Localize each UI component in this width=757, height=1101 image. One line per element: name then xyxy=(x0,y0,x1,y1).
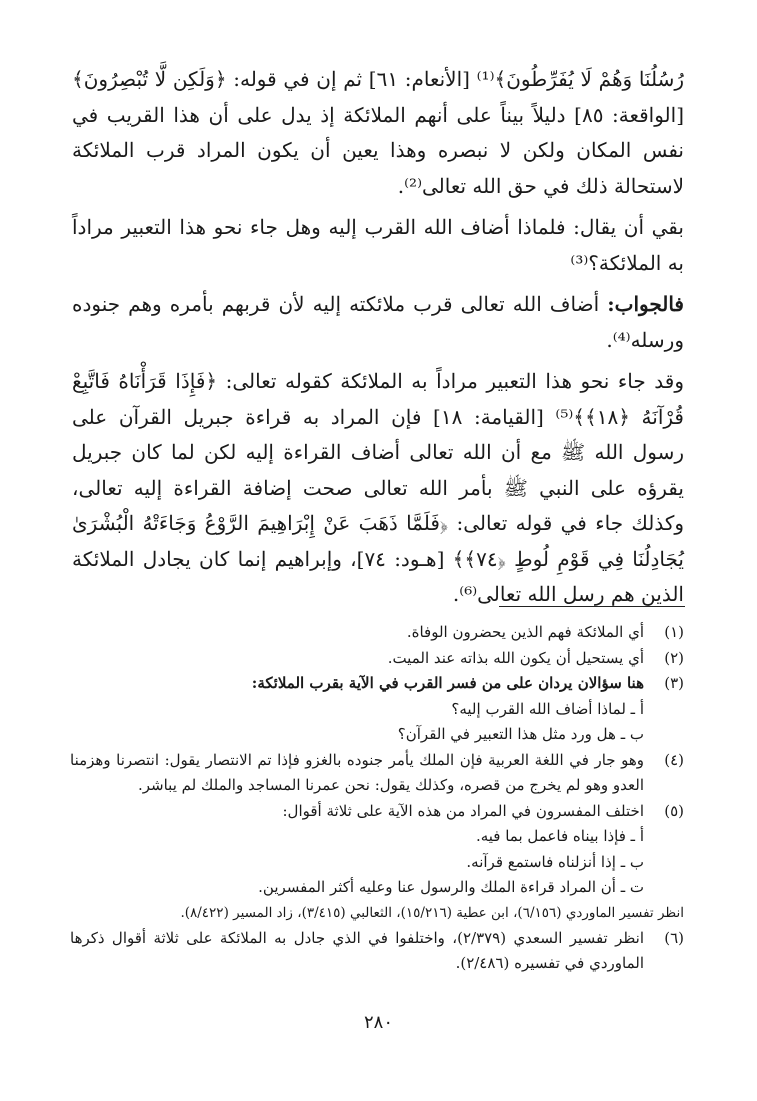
footnote xyxy=(70,646,684,672)
paragraph-1: رُسُلُنَا وَهُمْ لَا يُفَرِّطُونَ﴾⁽¹⁾ [الأنعام: ٦١] ثم إن في قوله: ﴿وَلَكِن لَّا تُبْصِرُونَ﴾ [الواقعة: ٨٥] دليلاً بيناً على أنهم الملائكة إذ يدل على أن هذا القريب في نفس المكان ولكن لا نبصره وهذا يعين أن يكون المراد قرب الملائكة لاستحالة ذلك في حق الله تعالى⁽²⁾. xyxy=(72,67,685,198)
footnote-sub-item: ت ـ أن المراد قراءة الملك والرسول عنا وعليه أكثر المفسرين. xyxy=(258,878,644,896)
footnote-sub-item: ب ـ هل ورد مثل هذا التعبير في القرآن؟ xyxy=(397,725,644,743)
answer-text: أضاف الله تعالى قرب ملائكته إليه لأن قربهم بأمره وهم جنوده ورسله⁽⁴⁾. xyxy=(72,292,684,352)
paragraph-4: وقد جاء نحو هذا التعبير مراداً به الملائكة كقوله تعالى: ﴿فَإِذَا قَرَأْنَاهُ فَاتَّبِعْ قُرْآنَهُ ﴿١٨﴾﴾⁽⁵⁾ [القيامة: ١٨] فإن المراد به قراءة جبريل القرآن على رسول الله ﷺ مع أن الله تعالى أضاف القراءة إليه لكن لما كان جبريل يقرؤه على النبي ﷺ بأمر الله تعالى صحت إضافة القراءة إليه تعالى، وكذلك جاء في قوله تعالى: ﴿فَلَمَّا ذَهَبَ عَنْ إِبْرَاهِيمَ الرَّوْعُ وَجَاءَتْهُ الْبُشْرَىٰ يُجَادِلُنَا فِي قَوْمِ لُوطٍ ﴿٧٤﴾﴾ [هـود: ٧٤]، وإبراهيم إنما كان يجادل الملائكة الذين هم رسل الله تعالى⁽⁶⁾. xyxy=(72,369,684,606)
footnote-sub-item: ب ـ إذا أنزلناه فاستمع قرآنه. xyxy=(466,852,644,871)
footnote-number: (١) xyxy=(664,623,684,641)
footnote-number: (٥) xyxy=(664,801,684,820)
footnote-sub-item: أ ـ لماذا أضاف الله القرب إليه؟ xyxy=(451,699,644,718)
footnote-text: أي يستحيل أن يكون الله بذاته عند الميت. xyxy=(387,648,644,667)
footnote xyxy=(70,671,684,697)
citation-text: انظر تفسير الماوردي (٦/١٥٦)، ابن عطية (١٥/٢١٦)، الثعالبي (٣/٤١٥)، زاد المسير (٨/٤٢٢). xyxy=(180,904,684,921)
footnote-number: (٦) xyxy=(664,928,684,947)
footnote-sub-item: أ ـ فإذا بيناه فاعمل بما فيه. xyxy=(475,827,644,845)
footnotes xyxy=(70,620,684,977)
answer-lead: فالجواب: xyxy=(607,292,684,316)
paragraph-3 xyxy=(72,287,684,358)
footnote-text: انظر تفسير السعدي (٢/٣٧٩)، واختلفوا في الذي جادل به الملائكة على ثلاثة أقوال ذكرها الماوردي في تفسيره (٢/٤٨٦). xyxy=(70,928,644,972)
footnote-citation xyxy=(70,901,684,926)
footnote xyxy=(70,926,684,977)
footnote-number: (٢) xyxy=(664,648,684,667)
footnote-number: (٣) xyxy=(664,674,684,692)
paragraph-2: بقي أن يقال: فلماذا أضاف الله القرب إليه وهل جاء نحو هذا التعبير مراداً به الملائكة؟⁽³⁾ xyxy=(72,215,684,275)
footnote-text: اختلف المفسرون في المراد من هذه الآية على ثلاثة أقوال: xyxy=(282,801,644,820)
footnote xyxy=(70,799,684,825)
main-text xyxy=(72,62,684,613)
footnote-text: هنا سؤالان يردان على من فسر القرب في الآية بقرب الملائكة: xyxy=(251,674,644,692)
footnote xyxy=(70,620,684,646)
footnote-text: أي الملائكة فهم الذين يحضرون الوفاة. xyxy=(406,623,644,641)
footnote-text: وهو جار في اللغة العربية فإن الملك يأمر جنوده بالغزو فإذا تم الانتصار يقول: انتصرنا وهزمنا العدو وهو لم يخرج من قصره، وكذلك يقول: نحن عمرنا المساجد والملك لم يباشر. xyxy=(70,750,644,794)
footnote-separator xyxy=(499,606,685,607)
footnote-number: (٤) xyxy=(664,750,684,769)
page-number: ٢٨٠ xyxy=(363,1012,393,1033)
footnote xyxy=(70,748,684,799)
